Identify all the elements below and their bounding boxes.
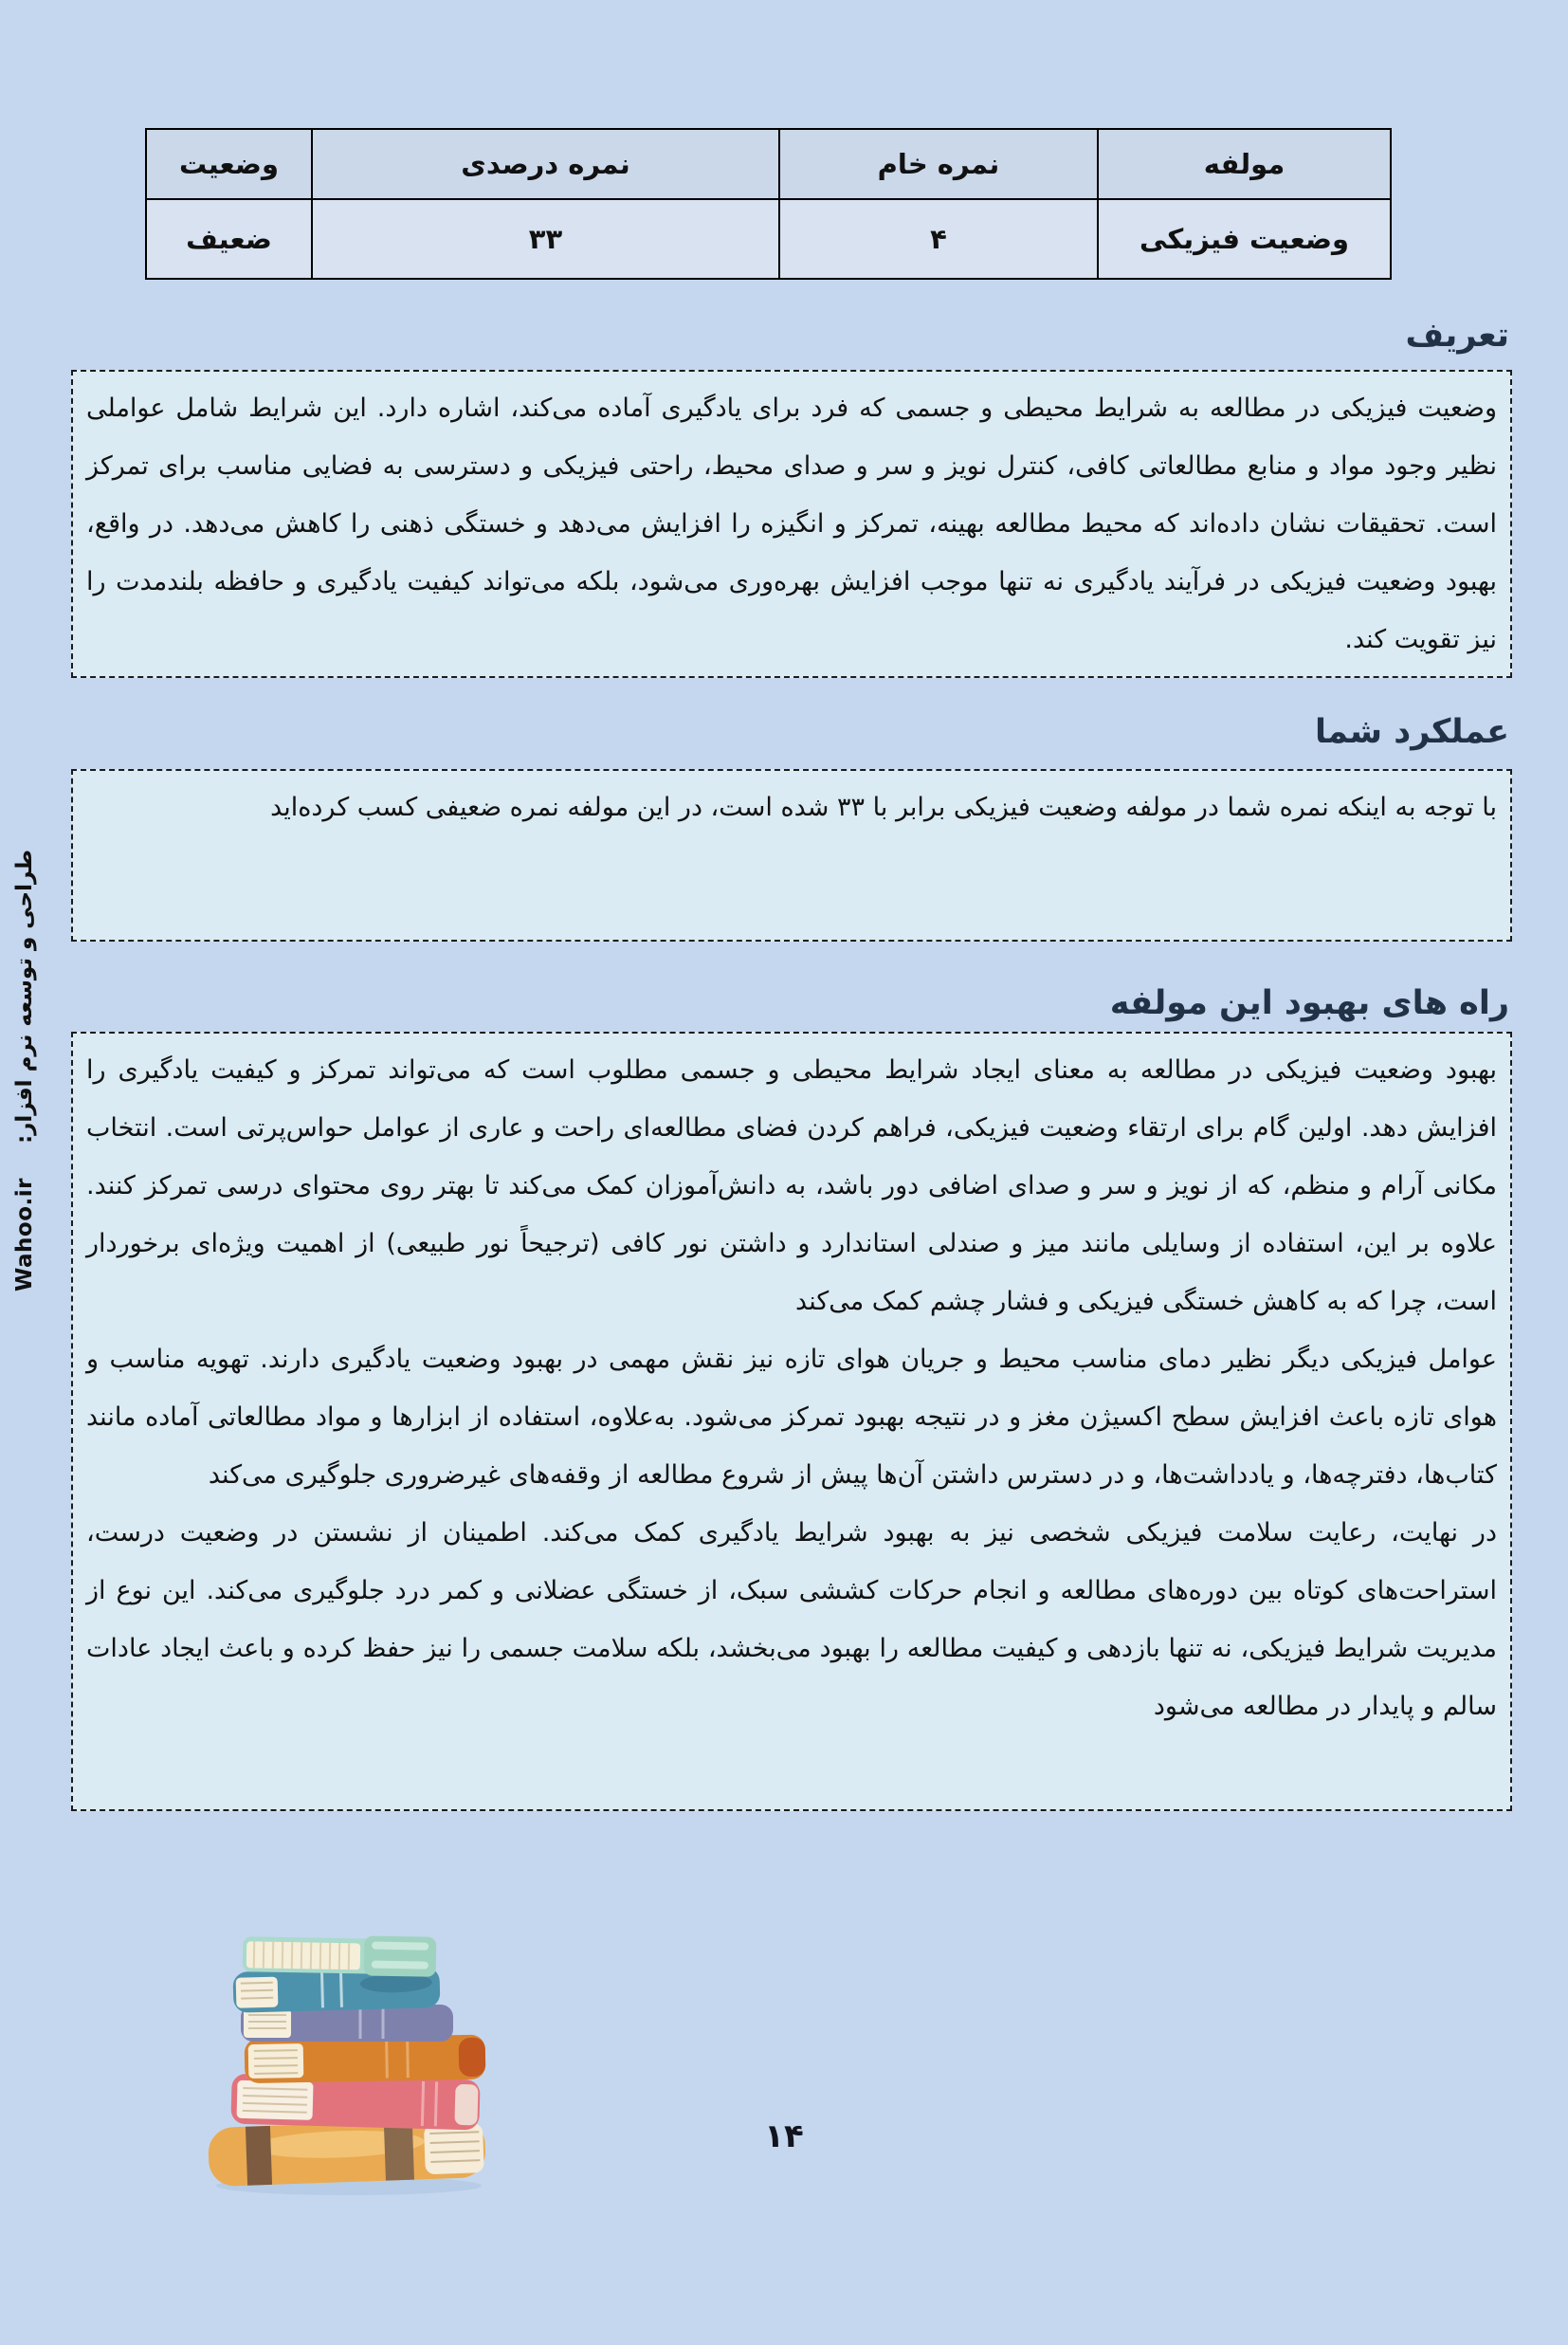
performance-heading: عملکرد شما [1315, 713, 1509, 752]
book-mint [243, 1933, 437, 1977]
score-table [145, 128, 1392, 280]
developer-credit-label: طراحی و توسعه نرم افزار: [12, 850, 37, 1145]
book-orange [245, 2035, 486, 2083]
performance-box [71, 769, 1512, 942]
table-header-row [146, 129, 1391, 199]
improvement-paragraph-3: در نهایت، رعایت سلامت فیزیکی شخصی نیز به بهبود شرایط یادگیری کمک می‌کند. اطمینان از نشستن در وضعیت درست، استراحت‌های کوتاه بین دوره‌های مطالعه و انجام حرکات کششی سبک، از خستگی عضلانی و کمر درد جلوگیری می‌کند. این نوع از مدیریت شرایط فیزیکی، نه تنها بازدهی و کیفیت مطالعه را بهبود می‌بخشد، بلکه سلامت جسمی را نیز حفظ کرده و باعث ایجاد عادات سالم و پایدار در مطالعه می‌شود [86, 1517, 1497, 1721]
cell-raw-score: ۴ [779, 199, 1098, 279]
table-row [146, 199, 1391, 279]
improvement-heading: راه های بهبود این مولفه [1109, 983, 1509, 1022]
improvement-paragraph-1: بهبود وضعیت فیزیکی در مطالعه به معنای ایجاد شرایط محیطی و جسمی مطلوب است که می‌تواند تمرکز و کیفیت یادگیری را افزایش دهد. اولین گام برای ارتقاء وضعیت فیزیکی، فراهم کردن فضای مطالعه‌ای راحت و عاری از عوامل حواس‌پرتی است. انتخاب مکانی آرام و منظم، که از نویز و سر و صدای اضافی دور باشد، به دانش‌آموزان کمک می‌کند تا بهتر روی محتوای درسی تمرکز کنند. علاوه بر این، استفاده از وسایلی مانند میز و صندلی استاندارد و داشتن نور کافی (ترجیحاً نور طبیعی) از اهمیت ویژه‌ای برخوردار است، چرا که به کاهش خستگی فیزیکی و فشار چشم کمک می‌کند [86, 1054, 1497, 1316]
header-raw-score: نمره خام [779, 129, 1098, 199]
header-percentage: نمره درصدی [312, 129, 779, 199]
header-status: وضعیت [146, 129, 312, 199]
page-number: ۱۴ [764, 2117, 804, 2155]
definition-text: وضعیت فیزیکی در مطالعه به شرایط محیطی و جسمی که فرد برای یادگیری آماده می‌کند، اشاره دارد. این شرایط شامل عواملی نظیر وجود مواد و منابع مطالعاتی کافی، کنترل نویز و سر و صدای محیط، راحتی فیزیکی و دسترسی به فضایی مناسب برای تمرکز است. تحقیقات نشان داده‌اند که محیط مطالعه بهینه، تمرکز و انگیزه را افزایش می‌دهد و خستگی ذهنی را کاهش می‌دهد. در واقع، بهبود وضعیت فیزیکی در فرآیند یادگیری نه تنها موجب افزایش بهره‌وری می‌شود، بلکه می‌تواند کیفیت یادگیری و حافظه بلندمدت را نیز تقویت کند. [86, 394, 1497, 655]
cell-percentage: ۳۳ [312, 199, 779, 279]
definition-box [71, 370, 1512, 678]
definition-heading: تعریف [1405, 317, 1509, 355]
header-component: مولفه [1098, 129, 1391, 199]
books-illustration [197, 1922, 510, 2207]
improvement-paragraph-2: عوامل فیزیکی دیگر نظیر دمای مناسب محیط و جریان هوای تازه نیز نقش مهمی در بهبود وضعیت یادگیری دارند. تهویه مناسب و هوای تازه باعث افزایش سطح اکسیژن مغز و در نتیجه بهبود تمرکز می‌شود. به‌علاوه، استفاده از ابزارها و مواد مطالعاتی آماده مانند کتاب‌ها، دفترچه‌ها، و یادداشت‌ها، و در دسترس داشتن آن‌ها پیش از شروع مطالعه از وقفه‌های غیرضروری جلوگیری می‌کند [86, 1344, 1497, 1490]
cell-component: وضعیت فیزیکی [1098, 199, 1391, 279]
improvement-box [71, 1032, 1512, 1811]
developer-credit [12, 850, 43, 1292]
report-page [0, 128, 1568, 2345]
developer-credit-site: Wahoo.ir [12, 1178, 37, 1292]
performance-text: با توجه به اینکه نمره شما در مولفه وضعیت فیزیکی برابر با ۳۳ شده است، در این مولفه نمره ضعیفی کسب کرده‌اید [270, 792, 1497, 822]
cell-status: ضعیف [146, 199, 312, 279]
